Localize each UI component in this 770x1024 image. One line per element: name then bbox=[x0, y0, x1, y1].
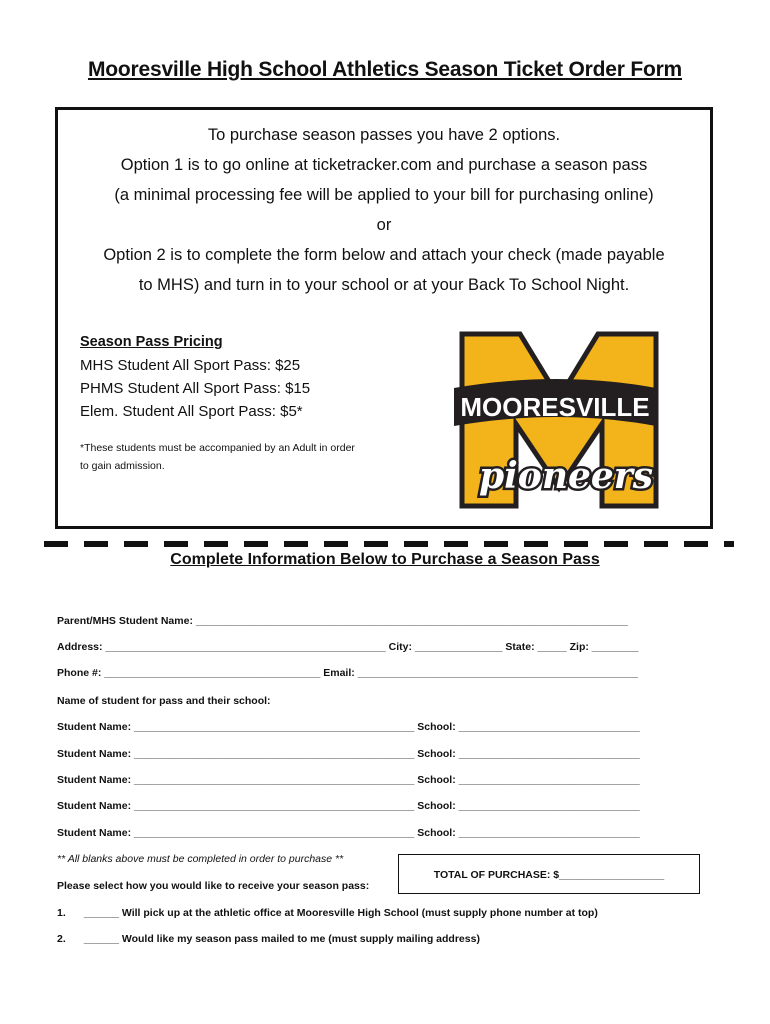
option-number: 2. bbox=[57, 933, 66, 945]
pricing-note-line: *These students must be accompanied by an Adult in order bbox=[80, 442, 355, 454]
logo-mascot: pioneers bbox=[478, 455, 654, 497]
intro-line: Option 1 is to go online at ticketracker.com and purchase a season pass bbox=[120, 156, 648, 174]
students-heading: Name of student for pass and their school: bbox=[57, 695, 271, 707]
option-pickup[interactable] bbox=[57, 907, 598, 919]
pricing-item: PHMS Student All Sport Pass: $15 bbox=[80, 380, 311, 397]
pricing-note-line: to gain admission. bbox=[80, 460, 165, 472]
option-number: 1. bbox=[57, 907, 66, 919]
pricing-list bbox=[80, 331, 310, 423]
total-purchase-field[interactable] bbox=[398, 854, 700, 894]
form-section-title: Complete Information Below to Purchase a Season Pass bbox=[170, 551, 600, 568]
intro-line: Option 2 is to complete the form below and attach your check (made payable bbox=[103, 246, 665, 264]
student-name-field-3[interactable]: Student Name: ________________________________________________ School: _______________________________ bbox=[57, 774, 640, 786]
blanks-note: ** All blanks above must be completed in order to purchase ** bbox=[57, 853, 344, 865]
student-name-field-2[interactable]: Student Name: ________________________________________________ School: _______________________________ bbox=[57, 748, 640, 760]
pricing-item: Elem. Student All Sport Pass: $5* bbox=[80, 403, 303, 420]
intro-line: (a minimal processing fee will be applied to your bill for purchasing online) bbox=[114, 186, 654, 204]
intro-line: to MHS) and turn in to your school or at your Back To School Night. bbox=[138, 276, 630, 294]
student-name-field-5[interactable]: Student Name: ________________________________________________ School: _______________________________ bbox=[57, 827, 640, 839]
mooresville-pioneers-logo bbox=[454, 328, 664, 510]
pricing-heading: Season Pass Pricing bbox=[80, 334, 223, 350]
student-name-field-4[interactable]: Student Name: ________________________________________________ School: _______________________________ bbox=[57, 800, 640, 812]
option-pickup-text: ______ Will pick up at the athletic office at Mooresville High School (must supply phone number at top) bbox=[83, 907, 598, 919]
address-field[interactable]: Address: ________________________________________________ City: _______________ State: _____ Zip: ________ bbox=[57, 641, 639, 653]
cut-line-divider bbox=[44, 538, 734, 550]
student-name-field-1[interactable]: Student Name: ________________________________________________ School: _______________________________ bbox=[57, 721, 640, 733]
phone-email-field[interactable]: Phone #: _____________________________________ Email: ________________________________________________ bbox=[57, 667, 638, 679]
page-title: Mooresville High School Athletics Season Ticket Order Form bbox=[87, 58, 683, 81]
parent-name-field[interactable]: Parent/MHS Student Name: __________________________________________________________________________ bbox=[57, 615, 628, 627]
receive-prompt: Please select how you would like to receive your season pass: bbox=[57, 880, 370, 892]
intro-line: To purchase season passes you have 2 options. bbox=[207, 126, 561, 144]
total-purchase-label: TOTAL OF PURCHASE: $__________________ bbox=[433, 869, 665, 881]
option-mail-text: ______ Would like my season pass mailed to me (must supply mailing address) bbox=[83, 933, 480, 945]
pricing-item: MHS Student All Sport Pass: $25 bbox=[80, 357, 301, 374]
intro-line: or bbox=[376, 216, 392, 234]
logo-name: MOORESVILLE bbox=[460, 392, 650, 422]
info-box bbox=[55, 107, 713, 529]
option-mail[interactable] bbox=[57, 933, 480, 945]
pricing-note bbox=[80, 439, 400, 475]
intro-text bbox=[58, 120, 710, 300]
